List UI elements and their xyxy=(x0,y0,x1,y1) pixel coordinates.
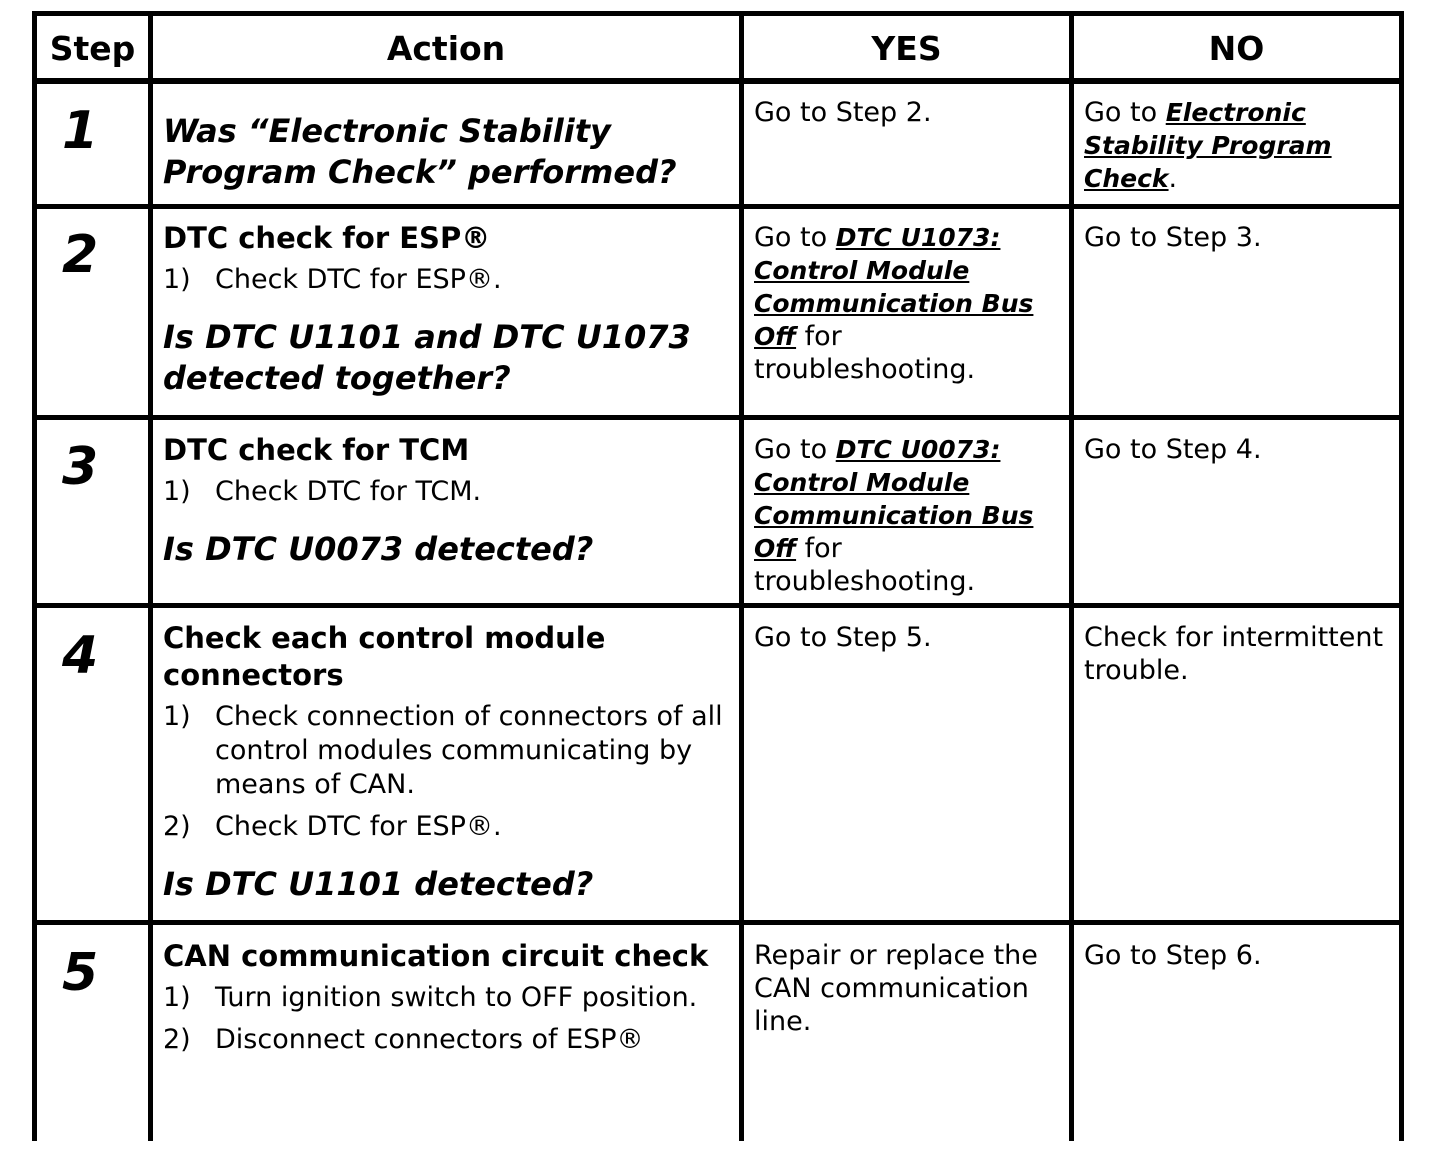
no-cell xyxy=(1084,433,1384,466)
list-item xyxy=(163,700,733,802)
yes-text: Go to Step 2. xyxy=(754,97,932,128)
row-divider-1 xyxy=(32,204,1404,209)
yes-cell xyxy=(754,96,1059,129)
yes-text-prefix: Go to xyxy=(754,222,836,253)
step-title: Check each control module connectors xyxy=(163,621,606,692)
action-cell xyxy=(163,620,733,905)
table-border-top xyxy=(32,11,1404,16)
yes-text: Go to Step 5. xyxy=(754,622,932,653)
step-number: 5 xyxy=(62,943,99,1003)
yes-text-suffix: for troubleshooting. xyxy=(754,533,976,597)
step-title: DTC check for ESP® xyxy=(163,221,491,255)
table-border-right xyxy=(1399,11,1404,1141)
header-action: Action xyxy=(386,29,506,68)
yes-text-suffix: for troubleshooting. xyxy=(754,321,976,385)
list-item-text: Disconnect connectors of ESP® xyxy=(215,1024,644,1055)
list-item-number: 1) xyxy=(163,476,191,507)
no-text: Check for intermittent trouble. xyxy=(1084,622,1384,686)
step-title: DTC check for TCM xyxy=(163,433,470,467)
question-text: Is DTC U1101 detected? xyxy=(163,865,594,903)
header-yes: YES xyxy=(871,29,942,68)
list-item xyxy=(163,1023,733,1057)
yes-cell xyxy=(754,621,1059,654)
column-divider-action xyxy=(739,11,744,1141)
yes-text: Repair or replace the CAN communication line. xyxy=(754,940,1038,1037)
column-divider-yes xyxy=(1069,11,1074,1141)
list-item xyxy=(163,810,733,844)
question-text: Was “Electronic Stability Program Check” performed? xyxy=(163,112,677,191)
step-number: 2 xyxy=(62,225,99,285)
list-item xyxy=(163,475,733,509)
question-text: Is DTC U0073 detected? xyxy=(163,530,594,568)
list-item-text: Turn ignition switch to OFF position. xyxy=(215,982,698,1013)
table-border-left xyxy=(32,11,37,1141)
yes-cell xyxy=(754,939,1059,1038)
action-cell xyxy=(163,432,733,570)
electronic-stability-program-check-link[interactable]: Electronic Stability Program Check xyxy=(1084,98,1332,193)
list-item-text: Check DTC for ESP®. xyxy=(215,811,502,842)
dtc-u0073-link[interactable]: DTC U0073: Control Module Communication Bus Off xyxy=(754,435,1034,563)
header-step: Step xyxy=(49,29,136,68)
list-item-number: 1) xyxy=(163,264,191,295)
yes-cell xyxy=(754,221,1059,386)
no-text: Go to Step 6. xyxy=(1084,940,1262,971)
list-item-number: 2) xyxy=(163,811,191,842)
list-item-number: 2) xyxy=(163,1024,191,1055)
no-text: Go to Step 4. xyxy=(1084,434,1262,465)
list-item-text: Check connection of connectors of all control modules communicating by means of CAN. xyxy=(215,701,723,800)
yes-cell xyxy=(754,433,1059,598)
list-item-number: 1) xyxy=(163,982,191,1013)
action-cell xyxy=(163,111,733,193)
yes-text-prefix: Go to xyxy=(754,434,836,465)
no-cell xyxy=(1084,96,1384,195)
no-cell xyxy=(1084,221,1384,254)
column-divider-step xyxy=(148,11,153,1141)
step-number: 4 xyxy=(62,626,99,686)
dtc-u1073-link[interactable]: DTC U1073: Control Module Communication Bus Off xyxy=(754,223,1034,351)
list-item-text: Check DTC for ESP®. xyxy=(215,264,502,295)
row-divider-2 xyxy=(32,415,1404,420)
no-text-prefix: Go to xyxy=(1084,97,1166,128)
question-text: Is DTC U1101 and DTC U1073 detected together? xyxy=(163,318,691,397)
no-cell xyxy=(1084,621,1384,687)
list-item-number: 1) xyxy=(163,701,191,732)
step-number: 3 xyxy=(62,437,99,497)
step-number: 1 xyxy=(62,101,99,161)
list-item xyxy=(163,263,733,297)
row-divider-4 xyxy=(32,920,1404,925)
no-text: Go to Step 3. xyxy=(1084,222,1262,253)
no-cell xyxy=(1084,939,1384,972)
step-title: CAN communication circuit check xyxy=(163,939,709,973)
row-divider-3 xyxy=(32,603,1404,608)
action-cell xyxy=(163,938,733,1057)
no-text-suffix: . xyxy=(1168,163,1178,194)
header-no: NO xyxy=(1208,29,1265,68)
action-cell xyxy=(163,220,733,399)
list-item xyxy=(163,981,733,1015)
list-item-text: Check DTC for TCM. xyxy=(215,476,482,507)
